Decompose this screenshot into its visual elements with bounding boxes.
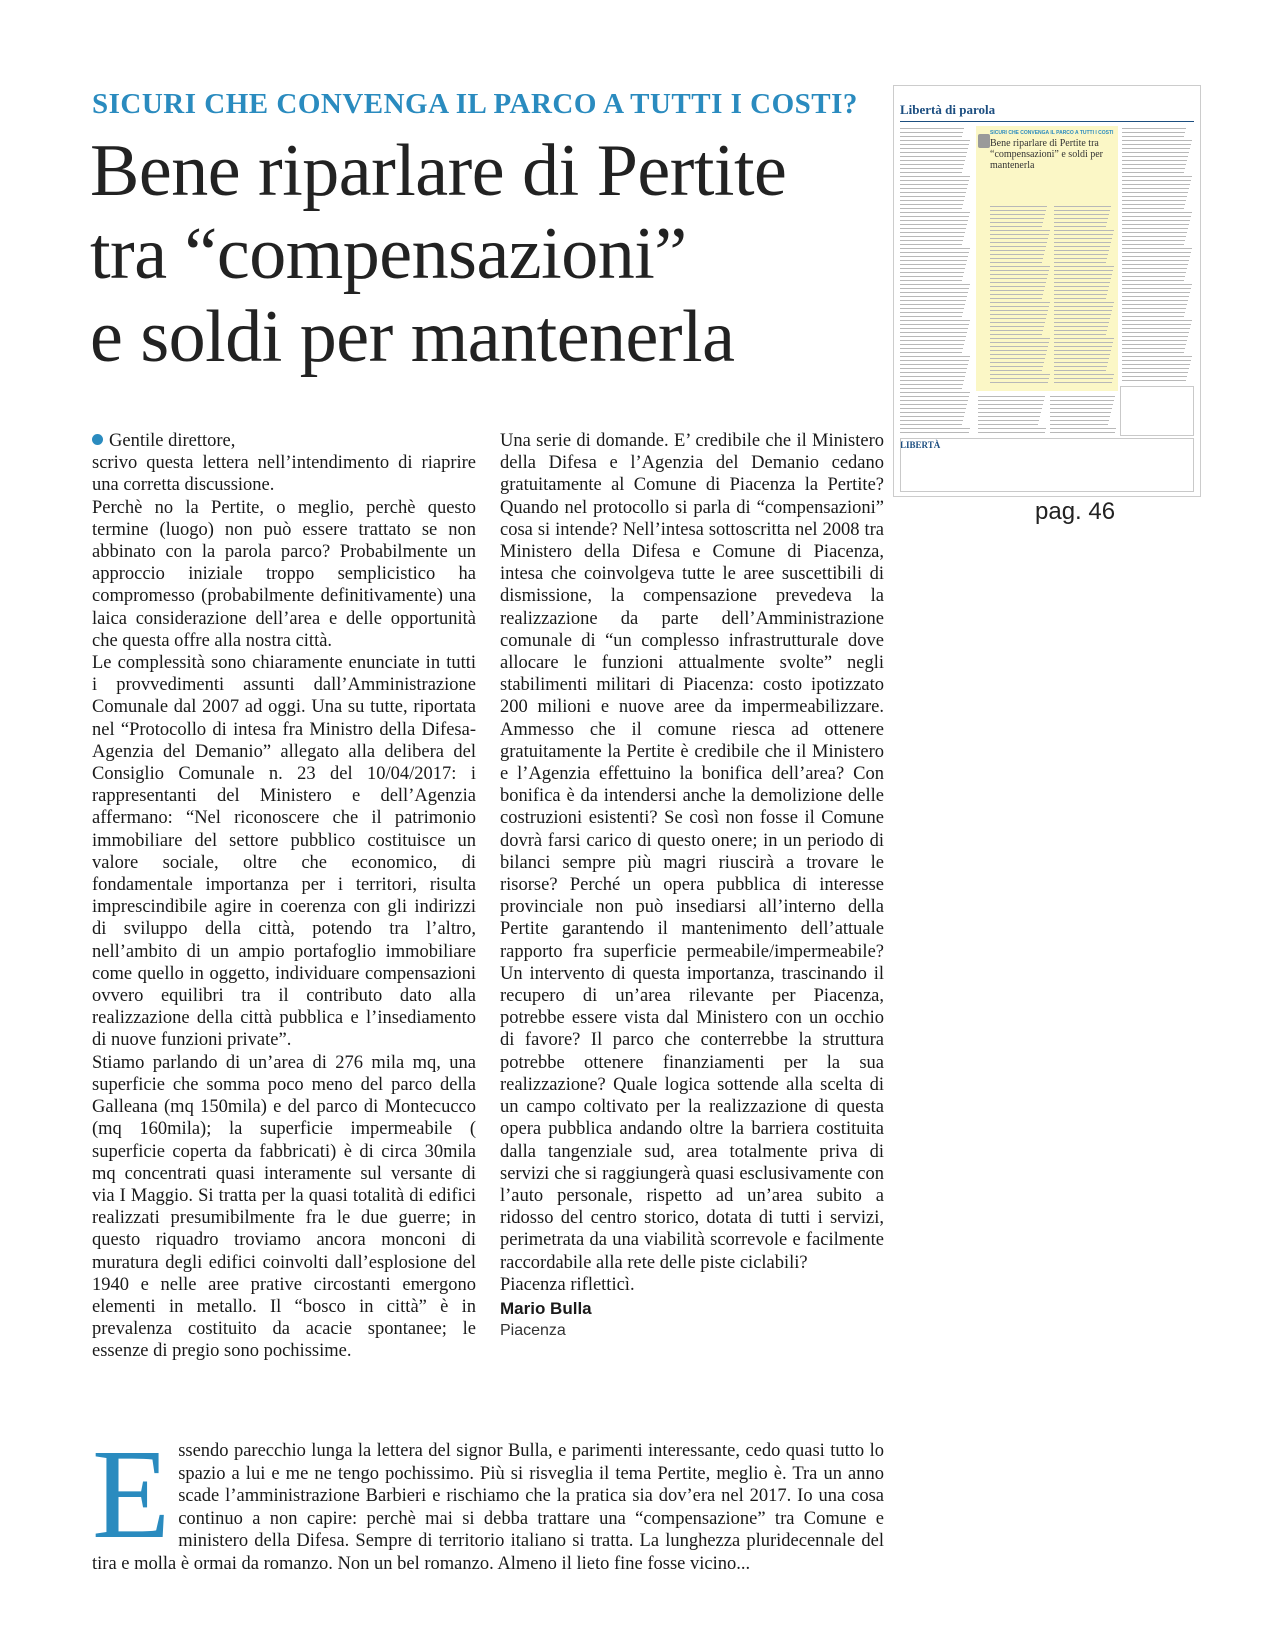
thumbnail-text-line: [978, 404, 1043, 405]
thumbnail-text-line: [1122, 356, 1192, 357]
thumbnail-text-line: [1050, 404, 1113, 405]
thumbnail-text-line: [990, 210, 1046, 211]
thumbnail-text-line: [990, 230, 1050, 231]
thumbnail-text-line: [1122, 316, 1184, 317]
thumbnail-text-line: [990, 346, 1048, 347]
thumbnail-text-line: [900, 364, 968, 365]
thumbnail-text-line: [1122, 272, 1186, 273]
thumbnail-text-line: [1054, 326, 1108, 327]
thumbnail-text-line: [1122, 228, 1188, 229]
thumbnail-text-line: [900, 232, 965, 233]
thumbnail-text-line: [900, 328, 968, 329]
thumbnail-text-line: [1122, 188, 1189, 189]
thumbnail-text-line: [1054, 350, 1111, 351]
thumbnail-text-line: [990, 298, 1042, 299]
thumbnail-text-line: [1054, 322, 1109, 323]
thumbnail-text-line: [1054, 242, 1111, 243]
thumbnail-text-line: [1054, 354, 1110, 355]
thumbnail-text-line: [900, 212, 970, 213]
thumbnail-text-line: [900, 284, 970, 285]
thumbnail-text-line: [900, 300, 966, 301]
thumbnail-text-line: [990, 242, 1047, 243]
headline-line-1: Bene riparlare di Pertite: [90, 130, 787, 212]
thumbnail-text-line: [900, 168, 963, 169]
thumbnail-text-line: [990, 254, 1044, 255]
thumbnail-text-line: [900, 368, 967, 369]
thumbnail-text-line: [1122, 208, 1184, 209]
thumbnail-text-line: [990, 310, 1048, 311]
thumbnail-text-line: [1122, 372, 1188, 373]
thumbnail-text-line: [1054, 250, 1109, 251]
thumbnail-text-line: [900, 372, 966, 373]
thumbnail-text-line: [1054, 234, 1113, 235]
thumbnail-text-line: [900, 324, 969, 325]
thumbnail-text-line: [1054, 214, 1109, 215]
page-label: pag. 46: [1035, 498, 1116, 525]
thumbnail-text-line: [1054, 226, 1106, 227]
thumbnail-text-line: [1054, 274, 1112, 275]
signature-name: Mario Bulla: [500, 1298, 592, 1318]
thumbnail-text-line: [1122, 376, 1187, 377]
thumbnail-text-line: [1122, 132, 1185, 133]
article-kicker: SICURI CHE CONVENGA IL PARCO A TUTTI I COSTI?: [92, 88, 858, 120]
thumbnail-text-line: [1122, 344, 1186, 345]
paragraph: Una serie di domande. E’ credibile che il Ministero della Difesa e l’Agenzia del Demanio cedano gratuitamente al Comune di Piacenza la Pertite? Quando nel protocollo si parla di “compensazioni” cosa si intende? Nell’intesa sottoscritta nel 2008 tra Ministero della Difesa e Comune di Piacenza, intesa che coinvolgeva tutte le aree suscettibili di dismissione, la compensazione prevedeva la realizzazione da parte dell’Amministrazione comunale di “un complesso infrastrutturale dove allocare le funzioni attualmente svolte” negli stabilimenti militari di Piacenza: costo ipotizzato 200 milioni e nuove aree da impermeabilizzare. Ammesso che il comune riesca ad ottenere gratuitamente la Pertite è credibile che il Ministero e l’Agenzia effettuino la bonifica dell’area? Con bonifica è da intendersi anche la demolizione delle costruzioni esistenti? Se così non fosse il Comune dovrà farsi carico di questo onere; in un periodo di bilanci sempre più magri riuscirà a trovare le risorse? Perché un opera pubblica di interesse provinciale non può insediarsi all’interno della Pertite garantendo il mantenimento dell’attuale rapporto fra superficie permeabile/impermeabile? Un intervento di questa importanza, trascinando il recupero di un’area rilevante per Piacenza, potrebbe essere vista dal Ministero con un occhio di favore? Il parco che conterrebbe la struttura potrebbe ottenere finanziamenti per la sua realizzazione? Quale logica sottende alla scelta di un campo coltivato per la realizzazione di questa opera pubblica andando oltre la barriera costituita dalla tangenziale sud, area totalmente priva di servizi che si raggiungerà quasi esclusivamente con l’auto personale, rispetto ad un’area subito a ridosso del centro storico, dotata di tutti i servizi, perimetrata da una viabilità scorrevole e facilmente raccordabile alla rete delle piste ciclabili?: [500, 431, 884, 1273]
thumbnail-text-line: [990, 322, 1045, 323]
thumbnail-text-line: [900, 316, 962, 317]
thumbnail-text-line: [990, 382, 1048, 383]
thumbnail-text-line: [900, 428, 970, 429]
thumbnail-text-line: [900, 420, 963, 421]
thumbnail-text-line: [900, 264, 966, 265]
thumbnail-text-line: [1054, 258, 1107, 259]
thumbnail-text-line: [900, 204, 963, 205]
thumbnail-text-line: [1050, 432, 1115, 433]
thumbnail-text-line: [900, 340, 965, 341]
thumbnail-text-line: [990, 258, 1043, 259]
thumbnail-text-line: [1054, 210, 1110, 211]
thumbnail-text-line: [1122, 300, 1188, 301]
paragraph: Piacenza rifletticì.: [500, 1274, 635, 1295]
editor-reply: [92, 1423, 884, 1575]
thumbnail-text-line: [1054, 246, 1110, 247]
thumbnail-text-line: [1050, 408, 1112, 409]
thumbnail-text-line: [1054, 218, 1108, 219]
thumbnail-text-line: [900, 192, 966, 193]
thumbnail-text-line: [900, 260, 967, 261]
thumbnail-text-line: [900, 164, 964, 165]
thumbnail-text-line: [900, 132, 963, 133]
thumbnail-text-line: [990, 286, 1045, 287]
thumbnail-text-line: [900, 136, 962, 137]
headline-line-2: tra “compensazioni”: [90, 213, 687, 295]
thumbnail-text-line: [1054, 358, 1109, 359]
page-thumbnail: [893, 85, 1201, 497]
thumbnail-text-line: [990, 330, 1043, 331]
thumbnail-text-line: [900, 396, 969, 397]
thumbnail-text-line: [990, 222, 1043, 223]
thumbnail-text-line: [1122, 276, 1185, 277]
article-column-1: [92, 430, 476, 1363]
thumbnail-text-line: [900, 348, 963, 349]
thumbnail-text-line: [1122, 380, 1186, 381]
thumbnail-text-line: [900, 416, 964, 417]
thumbnail-text-line: [900, 224, 967, 225]
thumbnail-text-line: [900, 180, 969, 181]
thumbnail-text-line: [900, 200, 964, 201]
thumbnail-text-line: [990, 206, 1047, 207]
thumbnail-text-line: [1122, 152, 1189, 153]
thumbnail-text-line: [900, 312, 963, 313]
thumbnail-text-line: [990, 334, 1042, 335]
thumbnail-text-line: [900, 336, 966, 337]
thumbnail-text-line: [1054, 378, 1113, 379]
thumbnail-text-line: [1054, 282, 1110, 283]
thumbnail-text-line: [900, 292, 968, 293]
thumbnail-text-line: [900, 188, 967, 189]
thumbnail-text-line: [1122, 260, 1189, 261]
thumbnail-text-line: [900, 296, 967, 297]
thumbnail-text-line: [1122, 212, 1192, 213]
thumbnail-text-line: [900, 400, 968, 401]
thumbnail-text-line: [1122, 128, 1186, 129]
thumbnail-text-line: [1122, 268, 1187, 269]
thumbnail-text-line: [900, 404, 967, 405]
thumbnail-text-line: [1054, 362, 1108, 363]
thumbnail-text-line: [1054, 318, 1110, 319]
thumbnail-text-line: [1054, 266, 1114, 267]
thumbnail-text-line: [900, 320, 970, 321]
paragraph: Le complessità sono chiaramente enunciate in tutti i provvedimenti assunti dall’Amministrazione Comunale dal 2007 ad oggi. Una su tutte, riportata nel “Protocollo di intesa fra Ministro della Difesa-Agenzia del Demanio” allegato alla delibera del Consiglio Comunale n. 23 del 10/04/2017: i rappresentanti del Ministero e dell’Agenzia affermano: “Nel riconoscere che il patrimonio immobiliare del settore pubblico costituisce un valore sociale, oltre che economico, di fondamentale importanza per i territori, risulta imprescindibile agire in coerenza con gli indirizzi di sviluppo della città, potendo tra l’altro, nell’ambito di un ampio portafoglio immobiliare come quello in oggetto, individuare compensazioni ovvero equilibri tra il contributo dato alla realizzazione della città pubblica e l’insediamento di nuove funzioni private”.: [92, 653, 476, 1051]
thumbnail-text-line: [1054, 294, 1107, 295]
thumbnail-text-line: [900, 176, 970, 177]
thumbnail-text-line: [1054, 254, 1108, 255]
thumbnail-text-line: [1122, 348, 1185, 349]
thumbnail-text-line: [900, 380, 964, 381]
thumbnail-text-line: [990, 350, 1047, 351]
thumbnail-text-line: [900, 308, 964, 309]
thumbnail-text-line: [900, 256, 968, 257]
thumbnail-text-line: [1050, 396, 1115, 397]
thumbnail-text-line: [900, 228, 966, 229]
thumbnail-text-line: [1054, 290, 1108, 291]
thumbnail-text-line: [1122, 164, 1186, 165]
thumbnail-rule: [900, 121, 1194, 122]
thumbnail-text-line: [978, 400, 1044, 401]
salutation-text: Gentile direttore,: [109, 431, 236, 451]
thumbnail-text-line: [1050, 428, 1116, 429]
thumbnail-text-line: [1122, 240, 1185, 241]
headline-line-3: e soldi per mantenerla: [90, 296, 735, 378]
thumbnail-text-line: [990, 362, 1044, 363]
thumbnail-text-line: [900, 412, 965, 413]
thumbnail-text-line: [1054, 334, 1106, 335]
thumbnail-text-line: [1122, 364, 1190, 365]
thumbnail-headline: Bene riparlare di Pertite tra “compensazioni” e soldi per mantenerla: [990, 138, 1104, 171]
thumbnail-text-line: [1050, 424, 1108, 425]
thumbnail-text-line: [978, 412, 1041, 413]
thumbnail-text-line: [990, 366, 1043, 367]
thumbnail-text-line: [1054, 270, 1113, 271]
thumbnail-text-line: [900, 288, 969, 289]
thumbnail-text-line: [1122, 140, 1192, 141]
thumbnail-text-line: [990, 290, 1044, 291]
thumbnail-text-line: [990, 294, 1043, 295]
thumbnail-text-line: [1122, 184, 1190, 185]
thumbnail-text-line: [1122, 312, 1185, 313]
thumbnail-text-line: [1122, 264, 1188, 265]
thumbnail-text-line: [1054, 286, 1109, 287]
thumbnail-text-line: [900, 152, 967, 153]
thumbnail-text-line: [1054, 382, 1112, 383]
thumbnail-text-line: [900, 244, 962, 245]
thumbnail-text-line: [990, 246, 1046, 247]
thumbnail-text-line: [1122, 320, 1192, 321]
thumbnail-text-line: [1122, 224, 1189, 225]
thumbnail-text-line: [1054, 330, 1107, 331]
thumbnail-text-line: [1122, 232, 1187, 233]
thumbnail-box: [900, 438, 1194, 492]
thumbnail-text-line: [990, 266, 1050, 267]
bullet-icon: [92, 434, 103, 445]
thumbnail-text-line: [900, 160, 965, 161]
thumbnail-text-line: [1054, 370, 1106, 371]
thumbnail-text-line: [1054, 374, 1114, 375]
thumbnail-text-line: [900, 408, 966, 409]
thumbnail-text-line: [900, 128, 964, 129]
thumbnail-text-line: [900, 384, 963, 385]
thumbnail-text-line: [900, 184, 968, 185]
thumbnail-text-line: [1122, 248, 1192, 249]
thumbnail-text-line: [990, 270, 1049, 271]
thumbnail-text-line: [900, 272, 964, 273]
thumbnail-text-line: [990, 218, 1044, 219]
thumbnail-logo: LIBERTÀ: [900, 440, 941, 450]
thumbnail-text-line: [990, 338, 1050, 339]
article-headline: [90, 130, 850, 379]
thumbnail-text-line: [1122, 304, 1187, 305]
article-column-2: [500, 430, 884, 1342]
thumbnail-text-line: [900, 236, 964, 237]
thumbnail-text-line: [1050, 412, 1111, 413]
thumbnail-text-line: [978, 396, 1045, 397]
thumbnail-text-line: [1122, 204, 1185, 205]
thumbnail-text-line: [900, 208, 962, 209]
thumbnail-text-line: [1054, 314, 1111, 315]
thumbnail-text-line: [900, 172, 962, 173]
thumbnail-text-line: [900, 356, 970, 357]
thumbnail-text-line: [1054, 230, 1114, 231]
thumbnail-text-line: [1054, 338, 1114, 339]
thumbnail-text-line: [1122, 236, 1186, 237]
thumbnail-text-line: [1050, 416, 1110, 417]
thumbnail-text-line: [900, 392, 970, 393]
thumbnail-text-line: [1122, 328, 1190, 329]
thumbnail-text-line: [1122, 280, 1184, 281]
thumbnail-text-line: [1122, 292, 1190, 293]
thumbnail-text-line: [900, 388, 962, 389]
thumbnail-text-line: [990, 250, 1045, 251]
thumbnail-text-line: [1122, 136, 1184, 137]
thumbnail-text-line: [1054, 222, 1107, 223]
thumbnail-text-line: [990, 274, 1048, 275]
thumbnail-text-line: [1122, 324, 1191, 325]
paragraph: Perchè no la Pertite, o meglio, perchè questo termine (luogo) non può essere trattato se non abbinato con la parola parco? Probabilmente un approccio iniziale troppo semplicistico ha compromesso (probabilmente definitivamente) una laica considerazione dell’area e delle opportunità che questa offre alla nostra città.: [92, 497, 476, 651]
thumbnail-text-line: [990, 358, 1045, 359]
thumbnail-text-line: [900, 140, 970, 141]
paragraph: scrivo questa lettera nell’intendimento di riaprire una corretta discussione.: [92, 453, 476, 496]
thumbnail-text-line: [1122, 200, 1186, 201]
thumbnail-text-line: [1122, 288, 1191, 289]
thumbnail-text-line: [1054, 238, 1112, 239]
thumbnail-section-title: Libertà di parola: [900, 102, 996, 117]
thumbnail-text-line: [1122, 172, 1184, 173]
thumbnail-text-line: [1054, 346, 1112, 347]
thumbnail-text-line: [1122, 308, 1186, 309]
thumbnail-text-line: [1054, 310, 1112, 311]
thumbnail-text-line: [1122, 332, 1189, 333]
thumbnail-text-line: [1122, 144, 1191, 145]
thumbnail-text-line: [978, 428, 1046, 429]
thumbnail-text-line: [990, 354, 1046, 355]
thumbnail-text-line: [1122, 284, 1192, 285]
thumbnail-text-line: [978, 408, 1042, 409]
thumbnail-text-line: [900, 156, 966, 157]
thumbnail-kicker: SICURI CHE CONVENGA IL PARCO A TUTTI I COSTI: [990, 130, 1114, 136]
thumbnail-text-line: [900, 268, 965, 269]
thumbnail-text-line: [1054, 298, 1106, 299]
thumbnail-text-line: [900, 148, 968, 149]
thumbnail-text-line: [900, 360, 969, 361]
thumbnail-text-line: [990, 262, 1042, 263]
thumbnail-text-line: [900, 276, 963, 277]
thumbnail-text-line: [1122, 180, 1191, 181]
thumbnail-text-line: [1122, 340, 1187, 341]
thumbnail-text-line: [990, 378, 1049, 379]
thumbnail-text-line: [1122, 352, 1184, 353]
thumbnail-text-line: [978, 416, 1040, 417]
thumbnail-text-line: [990, 214, 1045, 215]
thumbnail-text-line: [1054, 206, 1111, 207]
thumbnail-text-line: [990, 374, 1050, 375]
reply-text: ssendo parecchio lunga la lettera del signor Bulla, e parimenti interessante, cedo quasi tutto lo spazio a lui e me ne tengo pochissimo. Più si risveglia il tema Pertite, meglio è. Tra un anno scade l’amministrazione Barbieri e rischiamo che la pratica sia dov’era nel 2017. Io una cosa continuo a non capire: perchè mai si debba trattare una “compensazione” tra Comune e ministero della Difesa. Sempre di territorio italiano si tratta. La lunghezza pluridecennale del tira e molla è ormai da romanzo. Non un bel romanzo. Almeno il lieto fine fosse vicino...: [92, 1441, 884, 1574]
thumbnail-text-line: [1054, 306, 1113, 307]
thumbnail-text-line: [1122, 192, 1188, 193]
thumbnail-text-line: [1122, 368, 1189, 369]
thumbnail-text-line: [1122, 168, 1185, 169]
thumbnail-text-line: [1054, 278, 1111, 279]
thumbnail-text-line: [1122, 176, 1192, 177]
paragraph: Stiamo parlando di un’area di 276 mila mq, una superficie che somma poco meno del parco della Galleana (mq 150mila) e del parco di Montecucco (mq 160mila); la superficie impermeabile ( superficie coperta da fabbricati) è di circa 30mila mq concentrati quasi interamente sul versante di via I Maggio. Si tratta per la quasi totalità di edifici realizzati presumibilmente fra le due guerre; in questo riquadro troviamo ancora monconi di muratura degli edifici coinvolti dall’esplosione del 1940 e nelle aree prative circostanti emergono elementi in metallo. Il “bosco in città” è in prevalenza costituito da acacie spontanee; le essenze di pregio sono pochissime.: [92, 1052, 476, 1362]
thumbnail-text-line: [1054, 342, 1113, 343]
thumbnail-text-line: [1122, 296, 1189, 297]
thumbnail-text-line: [1054, 302, 1114, 303]
thumbnail-text-line: [900, 304, 965, 305]
thumbnail-text-line: [1054, 262, 1106, 263]
thumbnail-text-line: [1122, 148, 1190, 149]
thumbnail-text-line: [990, 302, 1050, 303]
thumbnail-text-line: [990, 238, 1048, 239]
thumbnail-text-line: [1122, 156, 1188, 157]
thumbnail-text-line: [978, 432, 1045, 433]
thumbnail-text-line: [1122, 336, 1188, 337]
thumbnail-box: [1120, 386, 1194, 436]
thumbnail-text-line: [1122, 196, 1187, 197]
thumbnail-text-line: [900, 376, 965, 377]
thumbnail-text-line: [990, 226, 1042, 227]
thumbnail-text-line: [900, 280, 962, 281]
thumbnail-text-line: [1122, 360, 1191, 361]
thumbnail-text-line: [1122, 216, 1191, 217]
thumbnail-text-line: [900, 248, 970, 249]
thumbnail-text-line: [1122, 244, 1184, 245]
thumbnail-text-line: [900, 144, 969, 145]
thumbnail-text-line: [900, 332, 967, 333]
thumbnail-text-line: [1122, 160, 1187, 161]
thumbnail-text-line: [978, 424, 1038, 425]
thumbnail-text-line: [990, 278, 1047, 279]
drop-cap: E: [92, 1423, 171, 1565]
thumbnail-text-line: [1050, 420, 1109, 421]
thumbnail-text-line: [990, 318, 1046, 319]
signature-place: Piacenza: [500, 1322, 566, 1340]
thumbnail-text-line: [900, 344, 964, 345]
thumbnail-text-line: [990, 370, 1042, 371]
thumbnail-text-line: [900, 432, 969, 433]
thumbnail-text-line: [990, 342, 1049, 343]
thumbnail-text-line: [900, 240, 963, 241]
thumbnail-text-line: [900, 424, 962, 425]
salutation: [92, 430, 476, 452]
thumbnail-text-line: [990, 326, 1044, 327]
author-photo-icon: [978, 134, 990, 148]
thumbnail-text-line: [900, 216, 969, 217]
thumbnail-text-line: [1122, 256, 1190, 257]
thumbnail-text-line: [990, 314, 1047, 315]
thumbnail-text-line: [1122, 220, 1190, 221]
thumbnail-text-line: [990, 282, 1046, 283]
thumbnail-text-line: [1122, 252, 1191, 253]
thumbnail-text-line: [900, 352, 962, 353]
thumbnail-text-line: [900, 220, 968, 221]
thumbnail-text-line: [1054, 366, 1107, 367]
thumbnail-text-line: [900, 252, 969, 253]
thumbnail-text-line: [1050, 400, 1114, 401]
thumbnail-text-line: [990, 234, 1049, 235]
thumbnail-text-line: [978, 420, 1039, 421]
thumbnail-text-line: [990, 306, 1049, 307]
thumbnail-text-line: [900, 196, 965, 197]
